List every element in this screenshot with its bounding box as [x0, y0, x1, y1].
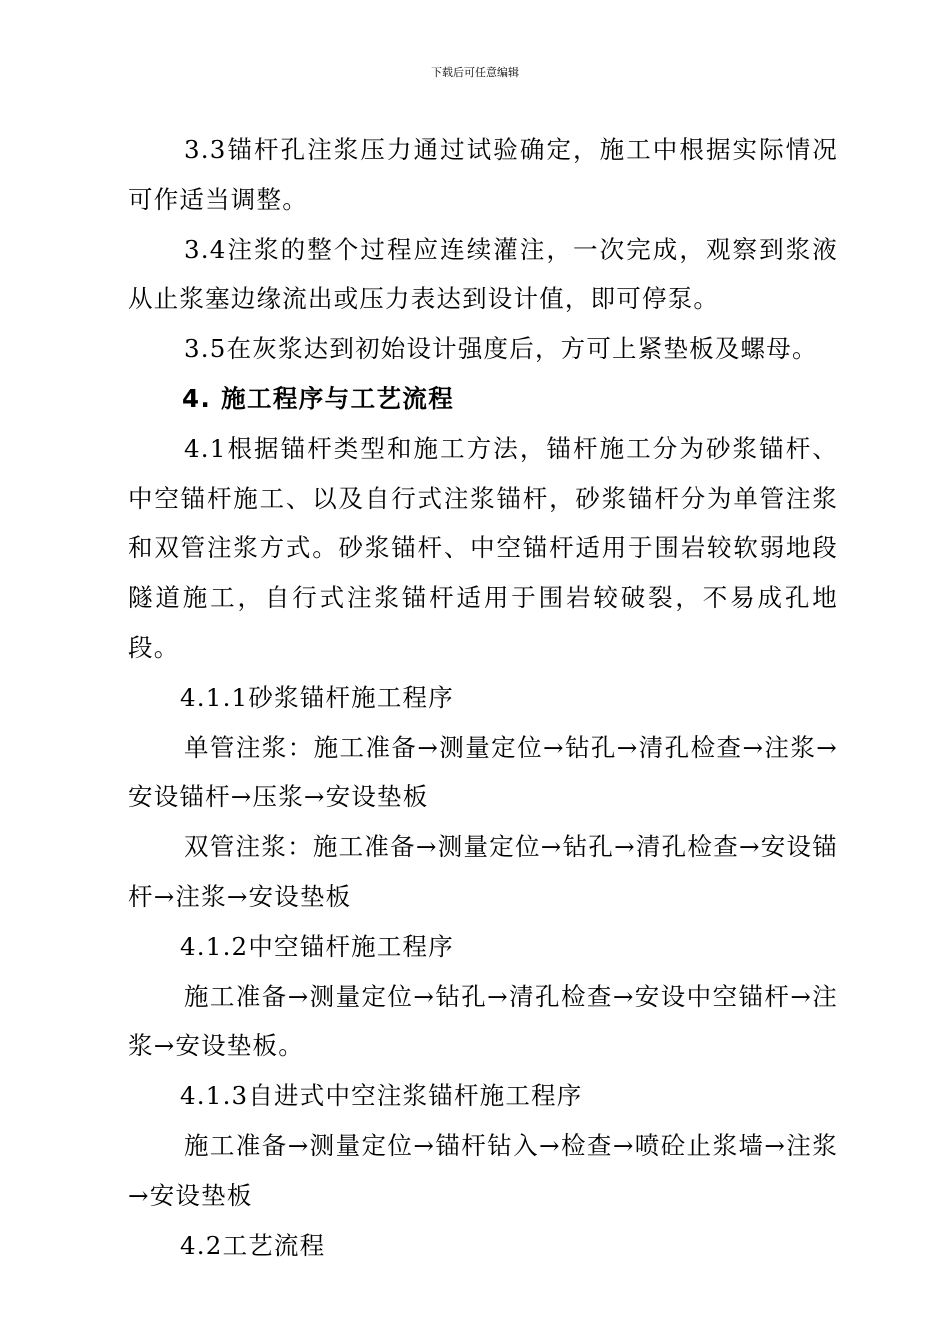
subheading-4-1-3: 4.1.3自进式中空注浆锚杆施工程序 — [180, 1081, 583, 1111]
paragraph-self-drilling-procedure: 施工准备→测量定位→锚杆钻入→检查→喷砼止浆墙→注浆→安设垫板 — [128, 1130, 838, 1210]
paragraph-3-3: 3.3锚杆孔注浆压力通过试验确定，施工中根据实际情况可作适当调整。 — [128, 135, 838, 214]
paragraph-single-pipe-grouting: 单管注浆：施工准备→测量定位→钻孔→清孔检查→注浆→安设锚杆→压浆→安设垫板 — [128, 732, 838, 812]
subheading-4-1-1: 4.1.1砂浆锚杆施工程序 — [180, 682, 454, 712]
paragraph-double-pipe-grouting: 双管注浆：施工准备→测量定位→钻孔→清孔检查→安设锚杆→注浆→安设垫板 — [128, 832, 838, 911]
page-header: 下载后可任意编辑 — [431, 66, 519, 79]
paragraph-3-4: 3.4注浆的整个过程应连续灌注，一次完成，观察到浆液从止浆塞边缘流出或压力表达到设计值，即可停泵。 — [128, 234, 838, 314]
paragraph-hollow-anchor-procedure: 施工准备→测量定位→钻孔→清孔检查→安设中空锚杆→注浆→安设垫板。 — [128, 981, 838, 1061]
subheading-4-2: 4.2工艺流程 — [180, 1230, 326, 1260]
section-heading-4: 4. 施工程序与工艺流程 — [182, 383, 455, 413]
paragraph-3-5: 3.5在灰浆达到初始设计强度后，方可上紧垫板及螺母。 — [184, 334, 818, 364]
document-body — [128, 125, 838, 1270]
paragraph-4-1: 4.1根据锚杆类型和施工方法，锚杆施工分为砂浆锚杆、中空锚杆施工、以及自行式注浆锚杆，砂浆锚杆分为单管注浆和双管注浆方式。砂浆锚杆、中空锚杆适用于围岩较软弱地段隧道施工，自行式注浆锚杆适用于围岩较破裂，不易成孔地段。 — [128, 433, 838, 662]
subheading-4-1-2: 4.1.2中空锚杆施工程序 — [180, 931, 454, 961]
